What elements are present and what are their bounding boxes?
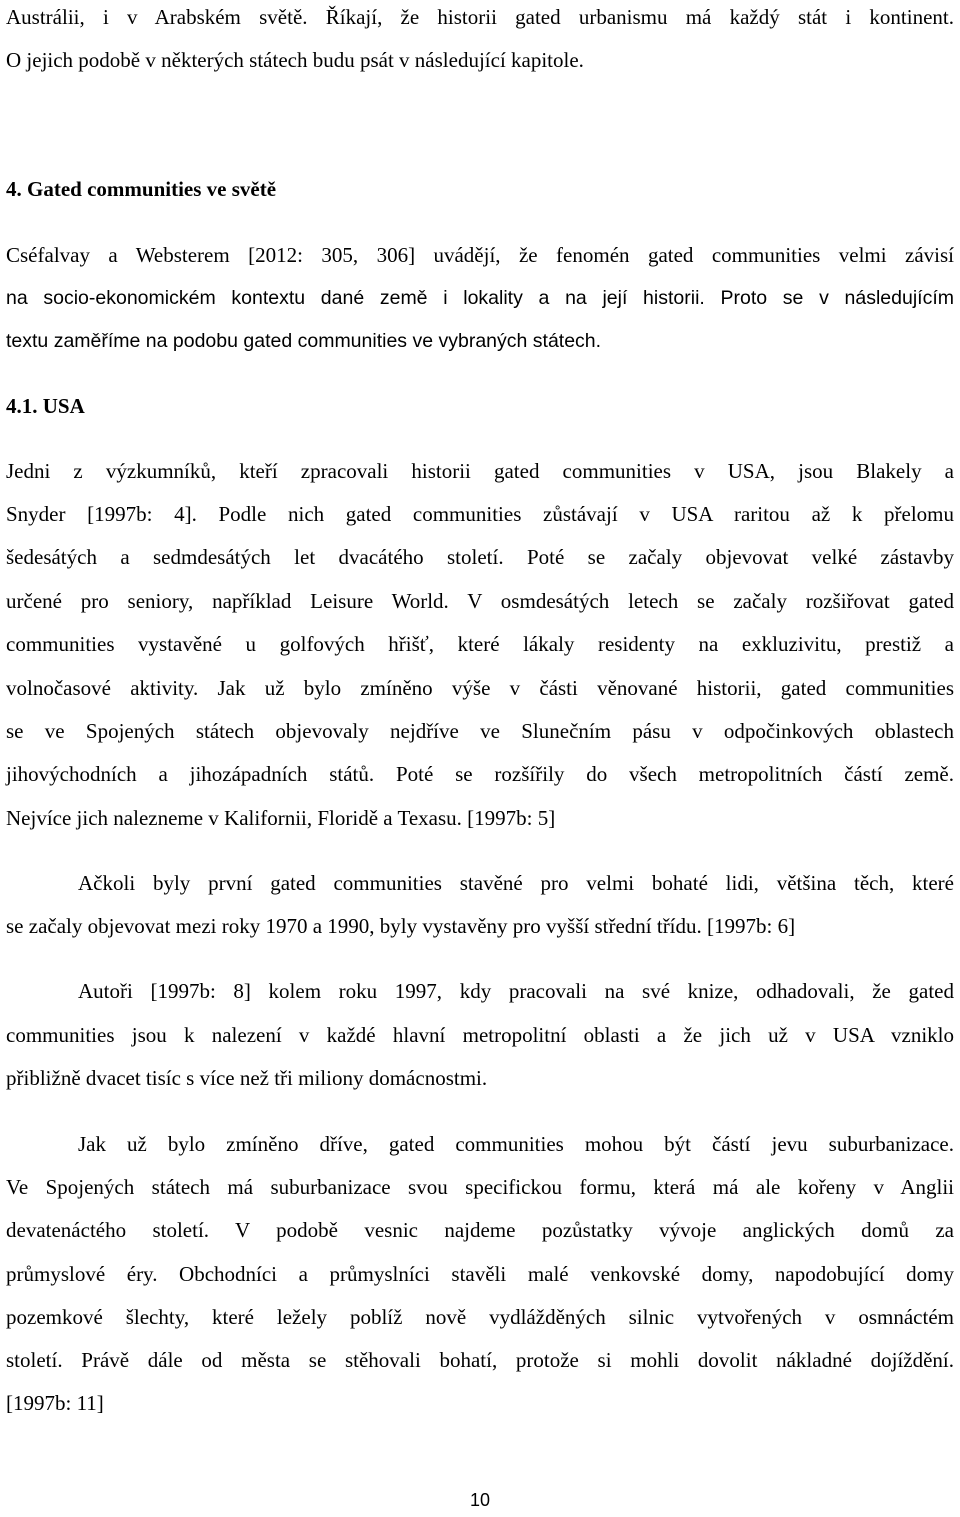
text-line: Jedni z výzkumníků, kteří zpracovali historii gated communities v USA, jsou Blakely a (6, 459, 954, 483)
text-line: se začaly objevovat mezi roky 1970 a 1990, byly vystavěny pro vyšší střední třídu. [1997b: 6] (6, 914, 796, 938)
section-heading-4: 4. Gated communities ve světě (6, 177, 277, 201)
text-line: O jejich podobě v některých státech budu psát v následující kapitole. (6, 48, 584, 72)
text-line: Jak už bylo zmíněno dříve, gated communities mohou být částí jevu suburbanizace. (78, 1132, 954, 1156)
text-line: [1997b: 11] (6, 1391, 104, 1415)
text-line: průmyslové éry. Obchodníci a průmyslníci stavěli malé venkovské domy, napodobující domy (6, 1262, 954, 1286)
text-line: Austrálii, i v Arabském světě. Říkají, že historii gated urbanismu má každý stát i kontinent. (6, 5, 954, 29)
text-line: textu zaměříme na podobu gated communities ve vybraných státech. (6, 330, 602, 352)
text-line: přibližně dvacet tisíc s více než tři miliony domácnostmi. (6, 1066, 488, 1090)
text-line: jihovýchodních a jihozápadních států. Poté se rozšířily do všech metropolitních částí země. (6, 762, 954, 786)
text-line: Snyder [1997b: 4]. Podle nich gated communities zůstávají v USA raritou až k přelomu (6, 502, 954, 526)
text-line: pozemkové šlechty, které ležely poblíž nově vydlážděných silnic vytvořených v osmnáctém (6, 1305, 954, 1329)
page-number: 10 (469, 1490, 491, 1510)
text-line: communities jsou k nalezení v každé hlavní metropolitní oblasti a že jich už v USA vzniklo (6, 1023, 954, 1047)
text-line: devatenáctého století. V podobě vesnic najdeme pozůstatky vývoje anglických domů za (6, 1218, 954, 1242)
text-line: století. Právě dále od města se stěhovali bohatí, protože si mohli dovolit nákladné dojíždění. (6, 1348, 954, 1372)
section-heading-4-1: 4.1. USA (6, 394, 85, 418)
text-line: communities vystavěné u golfových hřišť, které lákaly residenty na exkluzivitu, prestiž a (6, 632, 954, 656)
text-line: šedesátých a sedmdesátých let dvacátého století. Poté se začaly objevovat velké zástavby (6, 545, 954, 569)
text-line: určené pro seniory, například Leisure World. V osmdesátých letech se začaly rozšiřovat gated (6, 589, 954, 613)
text-line: Ačkoli byly první gated communities stavěné pro velmi bohaté lidi, většina těch, které (78, 871, 954, 895)
text-line: Cséfalvay a Websterem [2012: 305, 306] uvádějí, že fenomén gated communities velmi závisí (6, 243, 954, 267)
text-line: Ve Spojených státech má suburbanizace svou specifickou formu, která má ale kořeny v Anglii (6, 1175, 954, 1199)
text-line: Autoři [1997b: 8] kolem roku 1997, kdy pracovali na své knize, odhadovali, že gated (78, 979, 954, 1003)
text-line: Nejvíce jich nalezneme v Kalifornii, Floridě a Texasu. [1997b: 5] (6, 806, 556, 830)
text-line: se ve Spojených státech objevovaly nejdříve ve Slunečním pásu v odpočinkových oblastech (6, 719, 954, 743)
text-line: na socio-ekonomickém kontextu dané země i lokality a na její historii. Proto se v následujícím (6, 287, 954, 309)
text-line: volnočasové aktivity. Jak už bylo zmíněno výše v části věnované historii, gated communities (6, 676, 954, 700)
